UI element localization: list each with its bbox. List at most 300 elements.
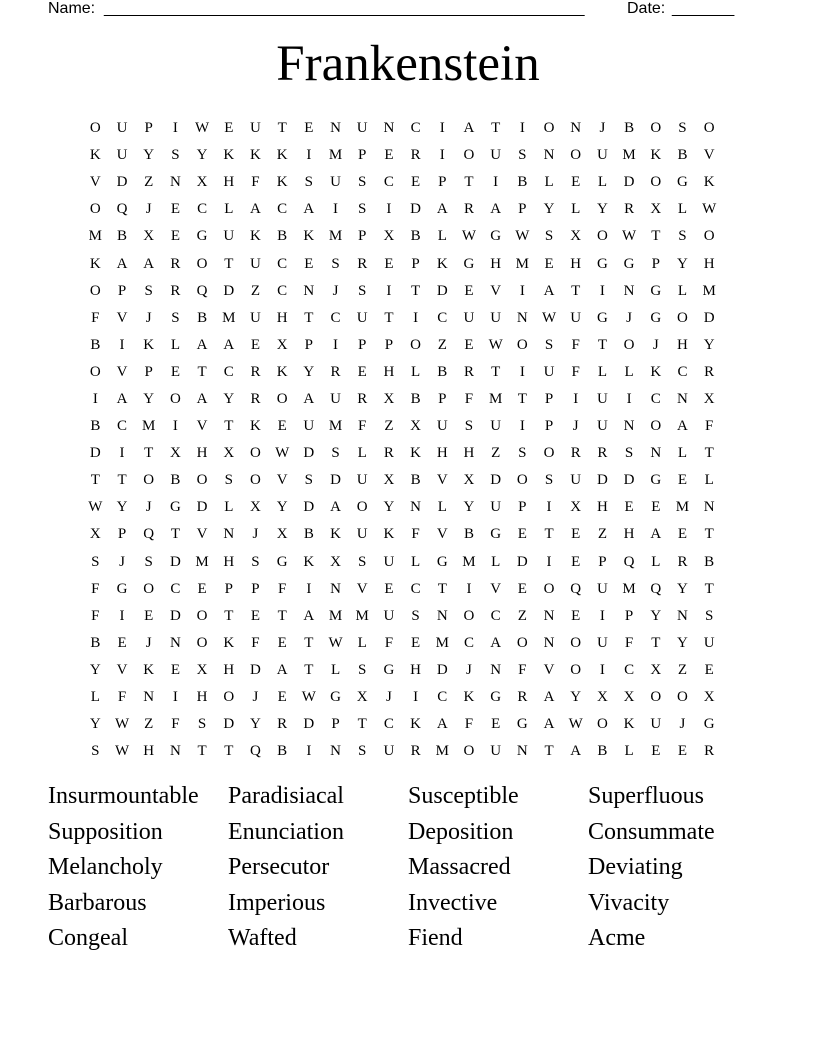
- grid-letter: U: [596, 147, 608, 164]
- grid-letter: F: [411, 526, 420, 543]
- grid-letter: D: [490, 472, 502, 489]
- grid-letter: U: [596, 418, 608, 435]
- grid-letter: Y: [116, 499, 128, 516]
- grid-letter: Z: [491, 445, 501, 462]
- grid-letter: X: [463, 472, 475, 489]
- grid-letter: C: [277, 255, 288, 272]
- grid-letter: O: [543, 445, 555, 462]
- grid-letter: T: [197, 743, 207, 760]
- grid-letter: O: [570, 661, 582, 678]
- grid-letter: U: [543, 363, 555, 380]
- grid-letter: B: [90, 336, 101, 353]
- grid-letter: B: [90, 418, 101, 435]
- grid-letter: I: [333, 201, 339, 218]
- grid-letter: A: [276, 661, 288, 678]
- grid-letter: I: [519, 282, 525, 299]
- grid-letter: F: [251, 634, 260, 651]
- grid-letter: D: [250, 661, 261, 678]
- grid-letter: O: [570, 634, 582, 651]
- grid-letter: X: [383, 390, 395, 407]
- grid-letter: H: [223, 553, 235, 570]
- grid-letter: I: [519, 120, 525, 137]
- grid-letter: W: [114, 716, 130, 733]
- grid-letter: T: [651, 634, 661, 651]
- grid-letter: M: [195, 553, 209, 570]
- grid-letter: I: [92, 390, 98, 407]
- grid-letter: T: [651, 228, 661, 245]
- grid-letter: A: [543, 716, 555, 733]
- grid-letter: E: [357, 363, 367, 380]
- grid-letter: N: [516, 743, 528, 760]
- grid-letter: H: [490, 255, 502, 272]
- grid-letter: M: [355, 607, 369, 624]
- grid-letter: E: [464, 336, 474, 353]
- grid-letter: C: [383, 716, 394, 733]
- grid-letter: W: [114, 743, 130, 760]
- grid-letter: F: [91, 580, 100, 597]
- grid-letter: C: [197, 201, 208, 218]
- grid-letter: C: [437, 309, 448, 326]
- grid-letter: I: [119, 336, 125, 353]
- grid-letter: O: [169, 390, 181, 407]
- grid-letter: D: [410, 201, 422, 218]
- grid-letter: K: [703, 174, 715, 191]
- grid-letter: S: [704, 607, 714, 624]
- grid-letter: Y: [250, 716, 261, 733]
- grid-letter: P: [117, 526, 127, 543]
- grid-letter: P: [518, 499, 527, 516]
- grid-letter: X: [623, 689, 635, 706]
- grid-letter: U: [463, 309, 475, 326]
- grid-letter: A: [303, 201, 315, 218]
- grid-letter: O: [543, 120, 555, 137]
- grid-letter: I: [306, 147, 312, 164]
- grid-letter: T: [90, 472, 100, 489]
- grid-letter: E: [384, 255, 394, 272]
- grid-letter: E: [544, 255, 554, 272]
- grid-letter: T: [197, 363, 207, 380]
- grid-letter: V: [703, 147, 715, 164]
- grid-letter: E: [651, 499, 661, 516]
- grid-letter: D: [703, 309, 715, 326]
- grid-letter: R: [277, 716, 288, 733]
- grid-letter: V: [116, 661, 128, 678]
- grid-letter: S: [411, 607, 420, 624]
- grid-letter: R: [463, 201, 474, 218]
- grid-letter: I: [119, 607, 125, 624]
- grid-letter: A: [677, 418, 688, 435]
- grid-letter: F: [171, 716, 180, 733]
- grid-letter: T: [224, 743, 234, 760]
- grid-letter: E: [170, 363, 180, 380]
- grid-letter: T: [384, 309, 394, 326]
- grid-letter: W: [702, 201, 717, 218]
- grid-letter: B: [303, 526, 314, 543]
- grid-letter: S: [91, 553, 100, 570]
- grid-letter: J: [252, 689, 259, 706]
- grid-letter: X: [650, 201, 662, 218]
- grid-letter: M: [435, 634, 449, 651]
- grid-letter: W: [328, 634, 343, 651]
- grid-letter: N: [330, 743, 341, 760]
- grid-letter: W: [488, 336, 503, 353]
- grid-letter: S: [224, 472, 233, 489]
- grid-letter: E: [491, 716, 501, 733]
- word-list-item: Paradisiacal: [228, 783, 344, 809]
- grid-letter: P: [358, 228, 367, 245]
- grid-letter: E: [677, 472, 688, 489]
- grid-letter: B: [277, 743, 288, 760]
- grid-letter: I: [519, 363, 525, 380]
- grid-letter: L: [330, 661, 341, 678]
- grid-letter: U: [356, 472, 368, 489]
- word-list-item: Melancholy: [48, 854, 163, 880]
- grid-letter: D: [223, 282, 235, 299]
- grid-letter: S: [358, 282, 367, 299]
- grid-letter: F: [464, 390, 474, 407]
- grid-letter: A: [143, 255, 155, 272]
- grid-letter: H: [196, 689, 208, 706]
- word-list-item: Imperious: [228, 889, 326, 916]
- grid-letter: N: [570, 120, 582, 137]
- grid-letter: N: [703, 499, 715, 516]
- grid-letter: O: [677, 309, 688, 326]
- grid-letter: Z: [677, 661, 688, 678]
- grid-letter: O: [623, 336, 635, 353]
- grid-letter: T: [704, 580, 714, 597]
- grid-letter: L: [357, 634, 367, 651]
- grid-letter: J: [385, 689, 392, 706]
- grid-letter: Z: [144, 716, 154, 733]
- grid-letter: L: [411, 553, 421, 570]
- grid-letter: F: [518, 661, 527, 678]
- grid-letter: A: [196, 336, 208, 353]
- grid-letter: K: [143, 661, 155, 678]
- grid-letter: U: [330, 174, 341, 191]
- grid-letter: G: [703, 716, 715, 733]
- grid-letter: U: [596, 390, 608, 407]
- grid-letter: P: [304, 336, 314, 353]
- grid-letter: H: [196, 445, 208, 462]
- grid-letter: B: [517, 174, 528, 191]
- grid-letter: O: [650, 174, 662, 191]
- grid-letter: X: [276, 336, 288, 353]
- grid-letter: G: [383, 661, 395, 678]
- grid-letter: D: [196, 499, 208, 516]
- grid-letter: I: [386, 201, 392, 218]
- grid-letter: P: [438, 174, 447, 191]
- grid-letter: A: [116, 255, 128, 272]
- grid-letter: T: [517, 390, 527, 407]
- grid-letter: N: [169, 634, 181, 651]
- grid-letter: E: [677, 526, 688, 543]
- grid-letter: E: [250, 607, 261, 624]
- grid-letter: X: [143, 228, 155, 245]
- grid-letter: Q: [623, 553, 635, 570]
- grid-letter: M: [675, 499, 690, 516]
- grid-letter: E: [571, 607, 581, 624]
- grid-letter: L: [597, 363, 607, 380]
- grid-letter: T: [224, 255, 234, 272]
- grid-letter: T: [491, 120, 501, 137]
- grid-letter: A: [543, 689, 555, 706]
- grid-letter: G: [650, 282, 662, 299]
- grid-letter: J: [599, 120, 606, 137]
- grid-letter: V: [490, 282, 502, 299]
- grid-letter: B: [90, 634, 101, 651]
- grid-letter: K: [303, 553, 315, 570]
- grid-letter: T: [224, 607, 234, 624]
- grid-letter: F: [464, 716, 474, 733]
- grid-letter: R: [704, 743, 715, 760]
- grid-letter: B: [437, 363, 448, 380]
- grid-letter: E: [411, 174, 421, 191]
- grid-letter: J: [332, 282, 339, 299]
- grid-letter: I: [306, 743, 312, 760]
- grid-letter: C: [383, 174, 394, 191]
- grid-letter: W: [461, 228, 477, 245]
- word-list-item: Massacred: [408, 854, 511, 880]
- grid-letter: W: [275, 445, 290, 462]
- grid-letter: W: [568, 716, 583, 733]
- grid-letter: I: [172, 689, 178, 706]
- grid-letter: A: [303, 390, 315, 407]
- grid-letter: Y: [463, 499, 475, 516]
- grid-letter: U: [250, 309, 261, 326]
- grid-letter: F: [358, 418, 367, 435]
- grid-letter: P: [358, 336, 367, 353]
- grid-letter: G: [596, 255, 608, 272]
- grid-letter: G: [490, 228, 502, 245]
- grid-letter: X: [330, 553, 341, 570]
- grid-letter: I: [546, 553, 552, 570]
- grid-letter: E: [224, 120, 234, 137]
- grid-letter: M: [328, 228, 343, 245]
- grid-letter: Y: [223, 390, 235, 407]
- grid-letter: H: [410, 661, 422, 678]
- grid-letter: E: [704, 661, 714, 678]
- grid-letter: L: [597, 174, 607, 191]
- grid-letter: H: [276, 309, 288, 326]
- grid-letter: N: [303, 282, 315, 299]
- grid-letter: I: [519, 418, 525, 435]
- grid-letter: L: [624, 743, 634, 760]
- word-list-item: Susceptible: [408, 783, 519, 809]
- grid-letter: U: [330, 390, 341, 407]
- grid-letter: M: [622, 580, 636, 597]
- grid-letter: P: [331, 716, 340, 733]
- grid-letter: T: [277, 607, 287, 624]
- grid-letter: C: [223, 363, 234, 380]
- grid-letter: U: [356, 120, 368, 137]
- grid-letter: S: [304, 472, 314, 489]
- grid-letter: O: [463, 607, 475, 624]
- grid-letter: W: [515, 228, 530, 245]
- grid-letter: S: [358, 201, 367, 218]
- grid-letter: D: [116, 174, 128, 191]
- grid-letter: D: [623, 174, 635, 191]
- grid-letter: P: [144, 120, 153, 137]
- grid-letter: N: [169, 174, 181, 191]
- grid-letter: L: [437, 228, 447, 245]
- grid-letter: E: [571, 174, 581, 191]
- word-list-item: Vivacity: [588, 889, 670, 916]
- grid-letter: J: [466, 661, 472, 678]
- grid-letter: N: [330, 120, 341, 137]
- grid-letter: J: [572, 418, 579, 435]
- grid-letter: U: [490, 309, 502, 326]
- grid-letter: G: [436, 553, 448, 570]
- grid-letter: F: [704, 418, 714, 435]
- grid-letter: K: [436, 255, 448, 272]
- grid-letter: L: [677, 282, 688, 299]
- grid-letter: C: [624, 661, 635, 678]
- grid-letter: S: [144, 553, 153, 570]
- grid-letter: O: [143, 472, 155, 489]
- grid-letter: E: [197, 580, 207, 597]
- grid-letter: A: [223, 336, 235, 353]
- grid-letter: O: [677, 689, 688, 706]
- grid-letter: U: [490, 743, 502, 760]
- grid-letter: E: [170, 228, 180, 245]
- grid-letter: G: [276, 553, 288, 570]
- grid-letter: P: [224, 580, 233, 597]
- grid-letter: M: [328, 418, 343, 435]
- grid-letter: S: [251, 553, 260, 570]
- grid-letter: T: [304, 661, 314, 678]
- grid-letter: F: [251, 174, 260, 191]
- word-list: [48, 780, 768, 958]
- grid-letter: W: [622, 228, 637, 245]
- grid-letter: D: [596, 472, 608, 489]
- grid-letter: H: [223, 174, 235, 191]
- grid-letter: E: [170, 201, 180, 218]
- grid-letter: C: [677, 363, 688, 380]
- grid-letter: I: [573, 390, 579, 407]
- grid-letter: O: [543, 580, 555, 597]
- grid-letter: S: [544, 228, 554, 245]
- grid-letter: T: [544, 526, 554, 543]
- grid-letter: C: [330, 309, 341, 326]
- grid-letter: E: [144, 607, 154, 624]
- grid-letter: T: [597, 336, 607, 353]
- grid-letter: A: [116, 390, 128, 407]
- grid-letter: V: [543, 661, 555, 678]
- grid-letter: I: [413, 309, 419, 326]
- name-field-line: ______________________________________________________: [104, 0, 585, 17]
- grid-letter: I: [172, 418, 178, 435]
- grid-letter: O: [516, 634, 528, 651]
- grid-letter: L: [90, 689, 100, 706]
- grid-letter: S: [171, 309, 180, 326]
- grid-letter: U: [223, 228, 235, 245]
- grid-letter: O: [196, 472, 208, 489]
- grid-letter: Y: [677, 255, 688, 272]
- date-field-line: _______: [672, 0, 735, 17]
- grid-letter: S: [304, 174, 314, 191]
- grid-letter: U: [116, 120, 128, 137]
- word-list-item: Congeal: [48, 925, 128, 951]
- grid-letter: A: [650, 526, 662, 543]
- grid-letter: Q: [250, 743, 261, 760]
- grid-letter: K: [383, 526, 395, 543]
- grid-letter: S: [91, 743, 100, 760]
- grid-letter: Y: [570, 689, 582, 706]
- grid-letter: D: [303, 716, 315, 733]
- grid-letter: L: [411, 363, 421, 380]
- word-list-item: Wafted: [228, 925, 297, 951]
- grid-letter: N: [677, 390, 688, 407]
- grid-letter: L: [651, 553, 661, 570]
- grid-letter: M: [488, 390, 503, 407]
- grid-letter: T: [277, 120, 287, 137]
- grid-letter: B: [410, 472, 421, 489]
- grid-letter: F: [384, 634, 394, 651]
- grid-letter: N: [516, 309, 528, 326]
- grid-letter: Y: [143, 147, 155, 164]
- grid-letter: S: [678, 120, 687, 137]
- grid-letter: R: [570, 445, 581, 462]
- grid-letter: N: [650, 445, 662, 462]
- grid-letter: S: [678, 228, 687, 245]
- grid-letter: K: [223, 634, 235, 651]
- grid-letter: L: [571, 201, 581, 218]
- grid-letter: G: [196, 228, 208, 245]
- grid-letter: A: [463, 120, 475, 137]
- grid-letter: R: [624, 201, 635, 218]
- name-label: Name:: [48, 0, 96, 17]
- grid-letter: Y: [596, 201, 608, 218]
- grid-letter: Z: [597, 526, 607, 543]
- grid-letter: C: [437, 689, 448, 706]
- grid-letter: X: [276, 526, 288, 543]
- grid-letter: J: [626, 309, 633, 326]
- grid-letter: Z: [250, 282, 261, 299]
- grid-letter: H: [463, 445, 475, 462]
- grid-letter: J: [145, 201, 152, 218]
- grid-letter: N: [543, 607, 555, 624]
- grid-letter: O: [650, 120, 662, 137]
- grid-letter: X: [196, 661, 208, 678]
- grid-letter: N: [410, 499, 422, 516]
- grid-letter: O: [89, 201, 101, 218]
- grid-letter: Z: [144, 174, 154, 191]
- grid-letter: K: [410, 716, 422, 733]
- grid-letter: S: [358, 174, 367, 191]
- grid-letter: O: [410, 336, 422, 353]
- grid-letter: T: [117, 472, 127, 489]
- grid-letter: T: [571, 282, 581, 299]
- grid-letter: V: [436, 472, 448, 489]
- grid-letter: E: [250, 336, 261, 353]
- grid-letter: X: [410, 418, 422, 435]
- grid-letter: L: [544, 174, 554, 191]
- grid-letter: X: [250, 499, 261, 516]
- grid-letter: K: [89, 147, 101, 164]
- grid-letter: U: [383, 607, 395, 624]
- word-list-item: Supposition: [48, 818, 163, 845]
- grid-letter: K: [303, 228, 315, 245]
- grid-letter: I: [599, 607, 605, 624]
- grid-letter: S: [358, 661, 367, 678]
- grid-letter: V: [89, 174, 101, 191]
- grid-letter: O: [516, 336, 528, 353]
- grid-letter: G: [330, 689, 341, 706]
- grid-letter: J: [145, 634, 152, 651]
- grid-letter: H: [677, 336, 688, 353]
- grid-letter: F: [91, 309, 100, 326]
- grid-letter: C: [277, 201, 288, 218]
